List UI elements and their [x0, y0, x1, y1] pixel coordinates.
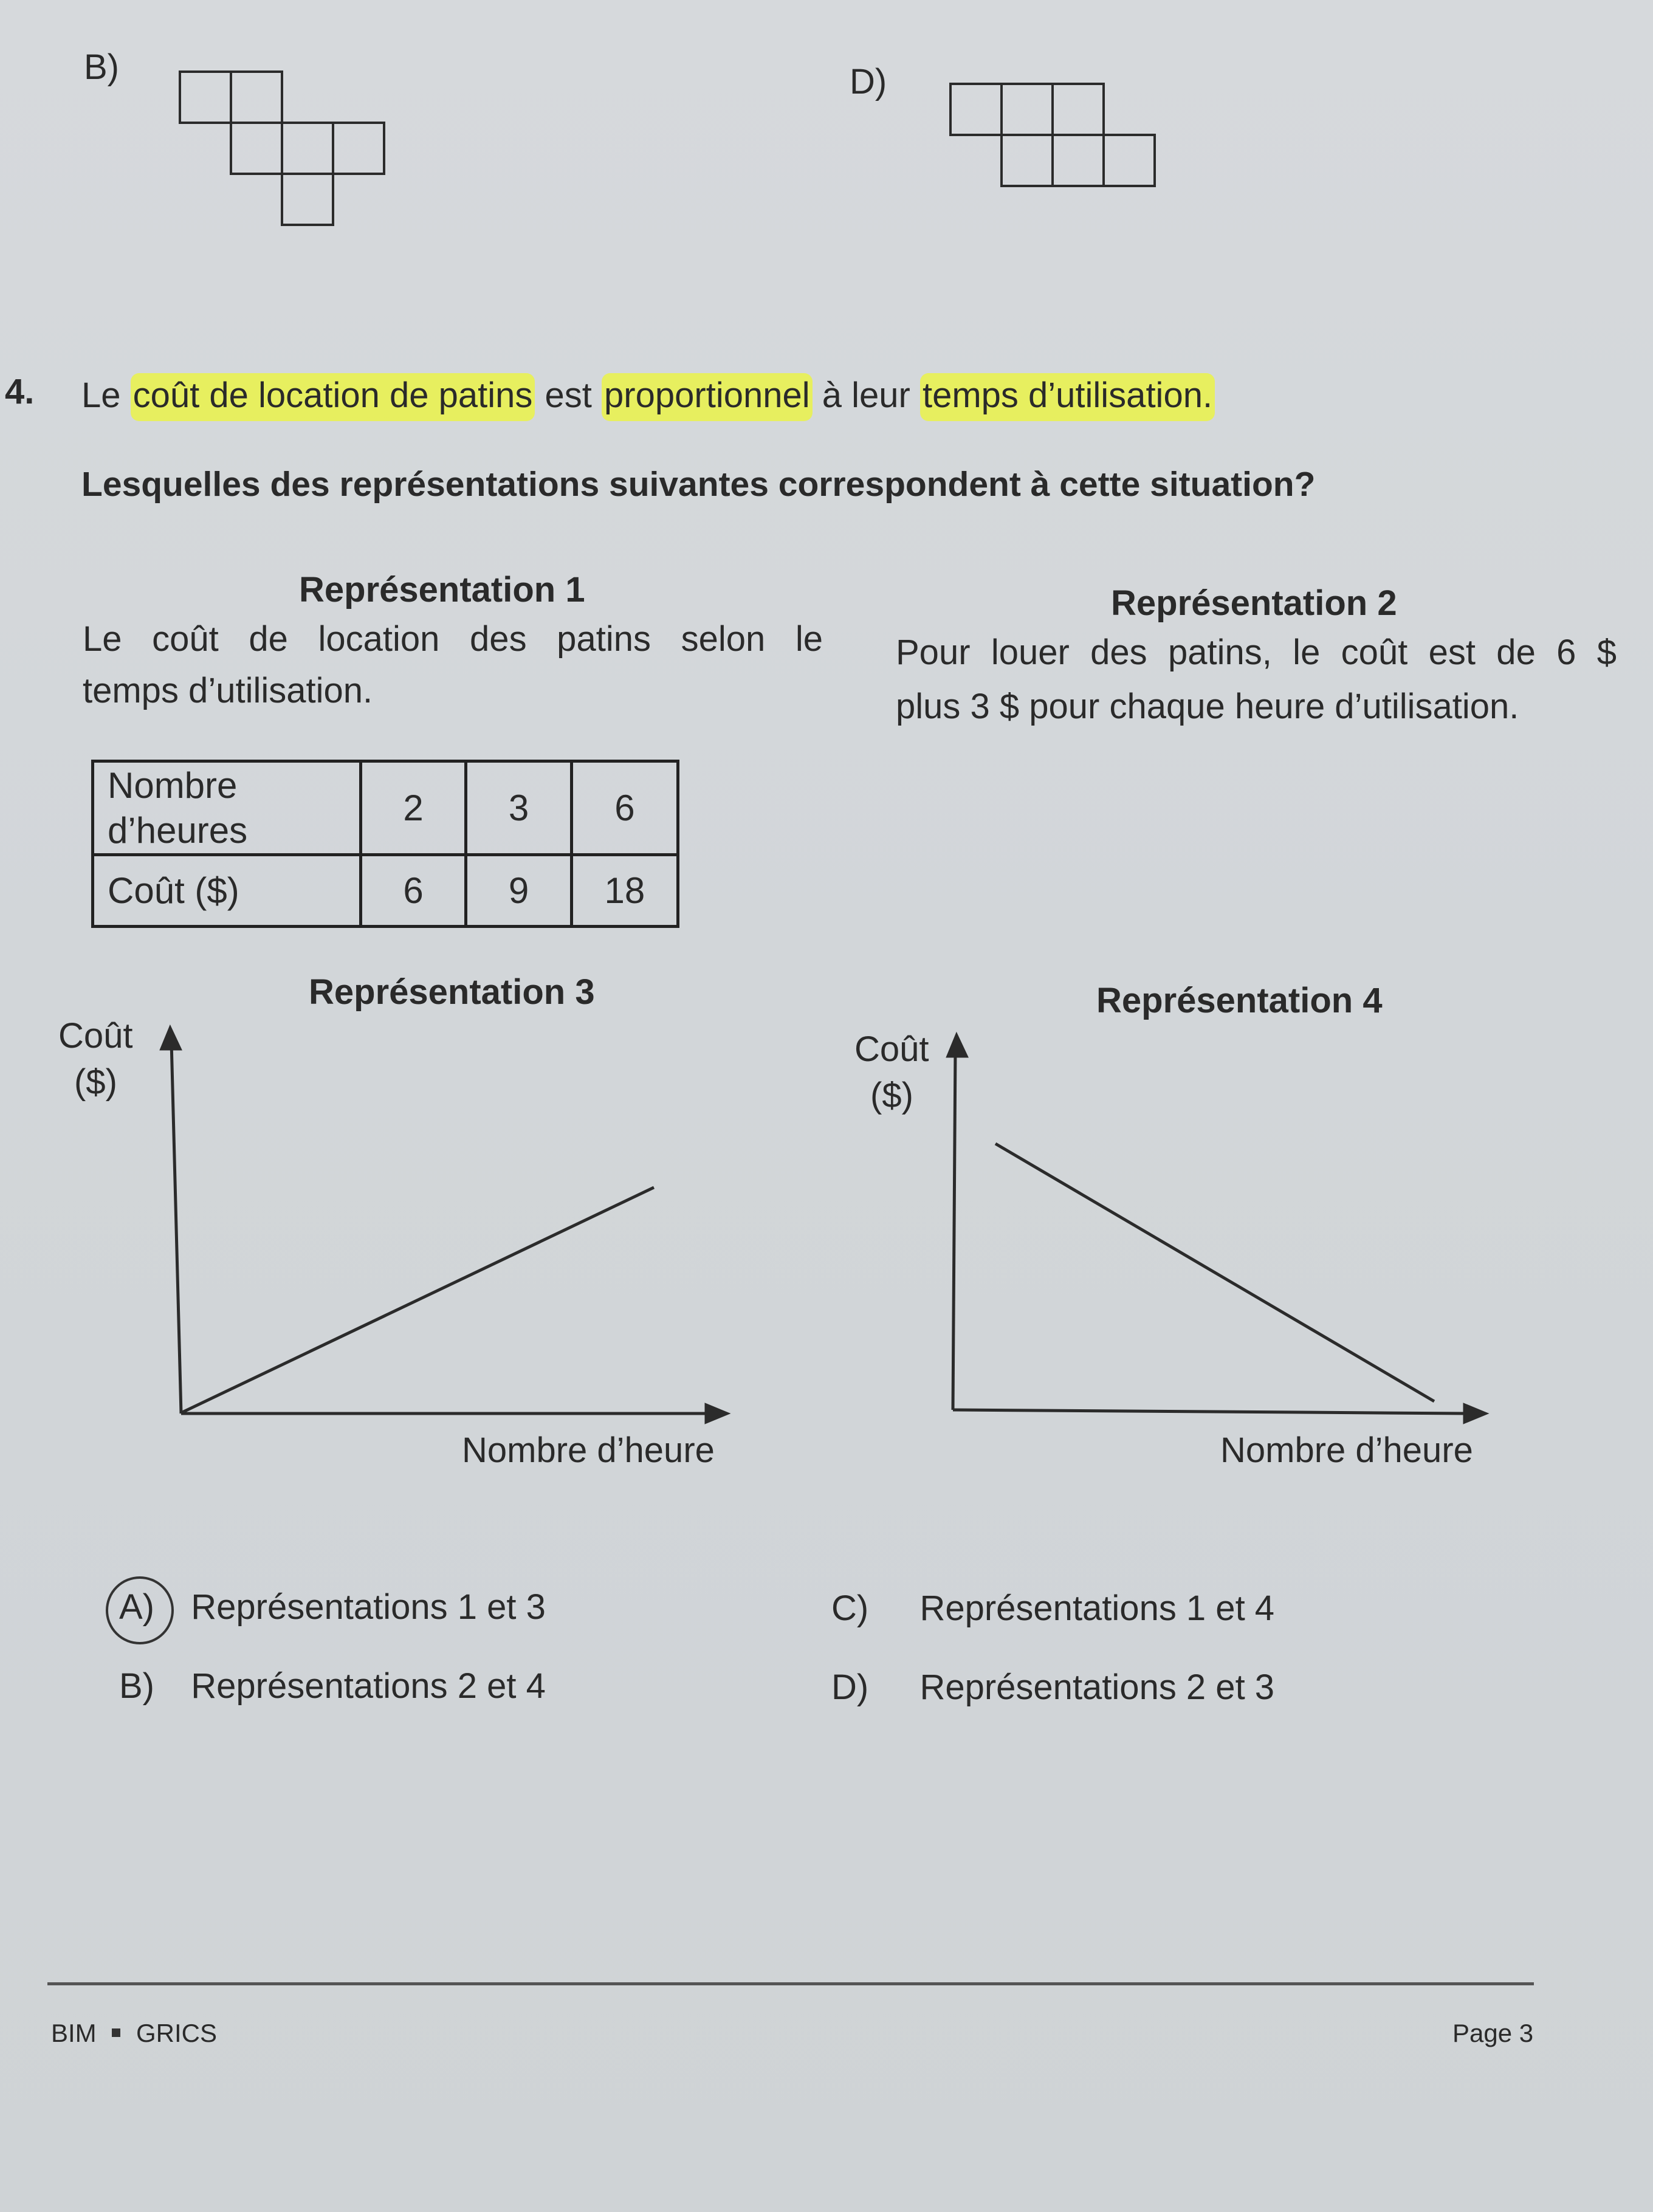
question-number: 4. [5, 372, 35, 411]
option-d-label: D) [850, 62, 887, 101]
rep4-x-arrow-icon [1465, 1405, 1485, 1422]
answer-circle-mark [106, 1576, 174, 1644]
question-prompt: Lesquelles des représentations suivantes correspondent à cette situation? [81, 465, 1316, 504]
table-cell: 6 [360, 855, 466, 927]
row-label-cost: Coût ($) [93, 855, 361, 927]
rep4-x-axis [953, 1410, 1469, 1413]
choice-text: Représentations 1 et 3 [191, 1587, 546, 1627]
rep3-ylabel-unit: ($) [74, 1062, 117, 1102]
statement-text: est [535, 376, 602, 415]
rep3-ylabel: Coût [58, 1016, 133, 1056]
rep4-ylabel-unit: ($) [870, 1076, 913, 1115]
rep4-y-axis [953, 1049, 955, 1410]
table-cell: 9 [466, 855, 571, 927]
choice-letter: A) [119, 1587, 154, 1627]
rep4-y-arrow-icon [948, 1036, 966, 1056]
choice-letter: B) [119, 1666, 154, 1706]
choice-text: Représentations 1 et 4 [919, 1589, 1275, 1628]
choice-text: Représentations 2 et 4 [191, 1666, 546, 1706]
choice-text: Représentations 2 et 3 [919, 1668, 1275, 1707]
bullet-separator [112, 2028, 120, 2037]
row-label-hours: Nombre d’heures [93, 761, 361, 855]
table-cell: 2 [360, 761, 466, 855]
table-cell: 18 [571, 855, 678, 927]
highlighted-phrase: coût de location de patins [131, 373, 535, 421]
rep4-series-line [995, 1144, 1434, 1401]
choice-c[interactable] [831, 1589, 1274, 1629]
choice-b[interactable] [119, 1666, 546, 1707]
rep4-title: Représentation 4 [1096, 981, 1383, 1020]
statement-text: à leur [812, 376, 920, 415]
highlighted-phrase: temps d’utilisation. [920, 373, 1215, 421]
choice-letter: D) [831, 1668, 869, 1707]
rep4-xlabel: Nombre d’heure [1220, 1431, 1473, 1470]
rep2-text-line2: plus 3 $ pour chaque heure d’utilisation. [896, 687, 1519, 726]
choice-a[interactable] [119, 1587, 546, 1628]
rep1-text-line1: Le coût de location des patins selon le [83, 619, 823, 659]
statement-text: Le [81, 376, 131, 415]
rep2-text-line1: Pour louer des patins, le coût est de 6 $ [896, 633, 1617, 672]
rep4-ylabel: Coût [854, 1029, 929, 1069]
rep3-xlabel: Nombre d’heure [462, 1431, 715, 1470]
highlighted-phrase: proportionnel [602, 373, 813, 421]
choice-letter: C) [831, 1589, 869, 1628]
table-cell: 3 [466, 761, 571, 855]
rep1-text-line2: temps d’utilisation. [83, 671, 373, 710]
rep3-title: Représentation 3 [309, 972, 595, 1012]
footer-divider [47, 1982, 1534, 1985]
page-number: Page 3 [1452, 2019, 1534, 2047]
table-cell: 6 [571, 761, 678, 855]
choice-d[interactable] [831, 1668, 1274, 1708]
rep1-title: Représentation 1 [299, 570, 585, 610]
rep2-title: Représentation 2 [1111, 583, 1397, 623]
option-b-label: B) [84, 47, 119, 87]
footer-left: BIM GRICS [51, 2019, 218, 2047]
